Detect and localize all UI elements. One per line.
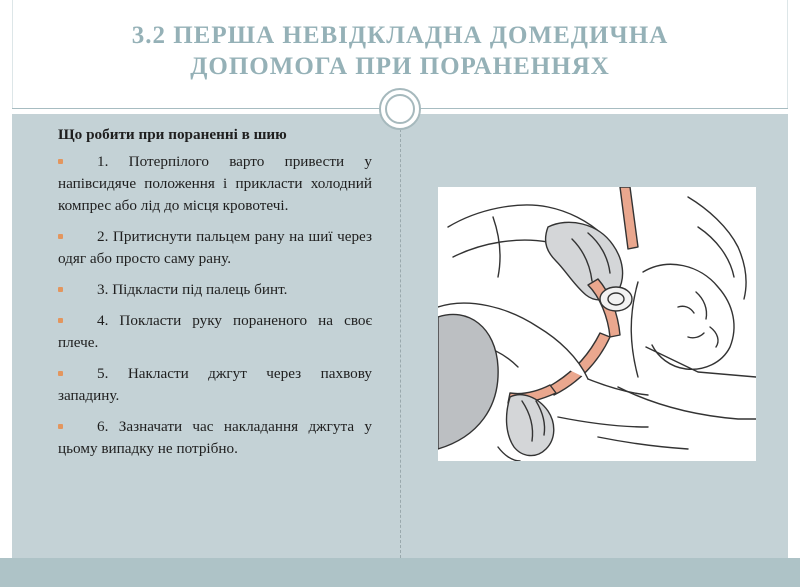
list-item-text: 1. Потерпілого варто привести у напівсидяче положення і прикласти холодний компрес або лід до місця кровотечі. <box>58 153 372 214</box>
bullet-icon <box>58 287 63 292</box>
bullet-icon <box>58 159 63 164</box>
list-item-text: 6. Зазначати час накладання джгута у цьому випадку не потрібно. <box>58 418 372 457</box>
list-item <box>58 151 372 217</box>
header-border-left <box>12 0 13 109</box>
list-item-text: 4. Покласти руку пораненого на своє плече. <box>58 312 372 351</box>
bullet-icon <box>58 424 63 429</box>
list-item <box>58 363 372 407</box>
neck-wound-tourniquet-illustration <box>438 187 756 461</box>
list-item <box>58 226 372 270</box>
slide-footer <box>0 558 800 587</box>
circle-ornament-inner-icon <box>385 94 415 124</box>
list-item-text: 3. Підкласти під палець бинт. <box>97 281 288 298</box>
column-divider <box>400 124 402 558</box>
illustration-svg <box>438 187 756 461</box>
title-line-1: 3.2 ПЕРША НЕВІДКЛАДНА ДОМЕДИЧНА <box>131 22 669 49</box>
header-border-right <box>787 0 788 109</box>
title-line-2: ДОПОМОГА ПРИ ПОРАНЕННЯХ <box>190 53 610 80</box>
list-item <box>58 416 372 460</box>
slide-title <box>0 20 800 82</box>
bullet-icon <box>58 371 63 376</box>
instructions-text <box>58 124 372 469</box>
section-subtitle: Що робити при пораненні в шию <box>58 126 287 143</box>
list-item <box>58 310 372 354</box>
list-item-text: 5. Накласти джгут через пахвову западину. <box>58 365 372 404</box>
bullet-icon <box>58 234 63 239</box>
bullet-icon <box>58 318 63 323</box>
list-item <box>58 279 372 301</box>
list-item-text: 2. Притиснути пальцем рану на шиї через одяг або просто саму рану. <box>58 228 372 267</box>
